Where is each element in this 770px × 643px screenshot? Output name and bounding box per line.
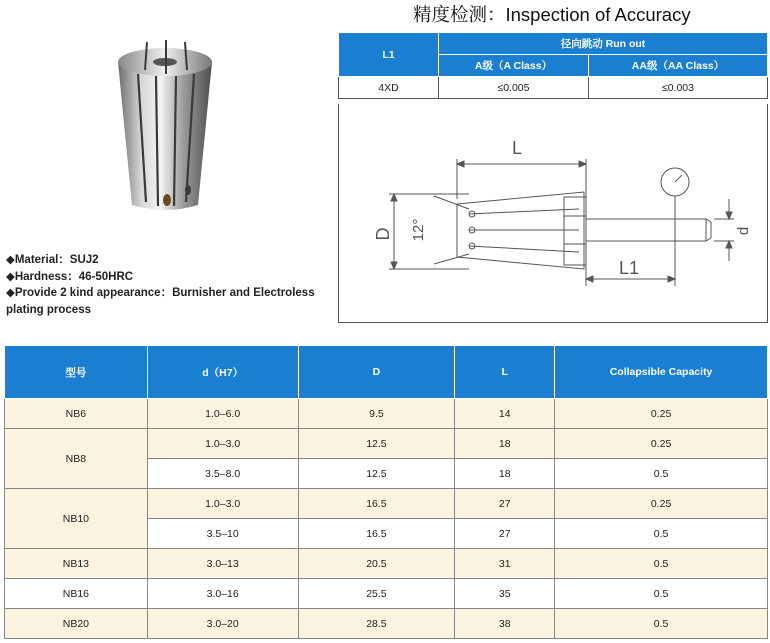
cell-capacity: 0.5 — [555, 579, 768, 609]
accuracy-a-value: ≤0.005 — [439, 77, 589, 99]
accuracy-row — [339, 77, 768, 99]
dim-angle-label: 12° — [410, 218, 427, 242]
cell-D: 9.5 — [298, 399, 455, 429]
table-row — [5, 609, 768, 639]
inspection-drawing — [339, 104, 769, 323]
table-row — [5, 399, 768, 429]
cell-L: 27 — [455, 519, 555, 549]
spec-table-header — [5, 346, 768, 399]
cell-model: NB13 — [5, 549, 148, 579]
accuracy-title: 精度检测：Inspection of Accuracy — [413, 4, 691, 25]
cell-L: 27 — [455, 489, 555, 519]
cell-d: 1.0–3.0 — [147, 429, 298, 459]
inspection-diagram — [338, 104, 768, 323]
cell-D: 16.5 — [298, 489, 455, 519]
cell-d: 1.0–6.0 — [147, 399, 298, 429]
cell-capacity: 0.5 — [555, 549, 768, 579]
cell-L: 18 — [455, 429, 555, 459]
cell-capacity: 0.25 — [555, 429, 768, 459]
cell-capacity: 0.5 — [555, 519, 768, 549]
cell-d: 3.5–8.0 — [147, 459, 298, 489]
cell-capacity: 0.5 — [555, 459, 768, 489]
cell-model: NB20 — [5, 609, 148, 639]
cell-D: 12.5 — [298, 429, 455, 459]
cell-L: 14 — [455, 399, 555, 429]
table-row — [5, 489, 768, 519]
cell-d: 3.0–20 — [147, 609, 298, 639]
spec-appearance: ◆Provide 2 kind appearance：Burnisher and Electroless plating process — [6, 287, 315, 316]
cell-L: 18 — [455, 459, 555, 489]
cell-L: 31 — [455, 549, 555, 579]
accuracy-header-a-class: A级（A Class） — [439, 55, 589, 77]
cell-D: 20.5 — [298, 549, 455, 579]
collet-product-image — [110, 40, 220, 215]
dim-D-label: D — [373, 227, 393, 241]
cell-D: 16.5 — [298, 519, 455, 549]
col-L: L — [455, 346, 555, 399]
col-D: D — [298, 346, 455, 399]
cell-d: 3.0–16 — [147, 579, 298, 609]
cell-D: 25.5 — [298, 579, 455, 609]
cell-d: 1.0–3.0 — [147, 489, 298, 519]
spec-hardness: ◆Hardness：46-50HRC — [6, 270, 134, 283]
accuracy-table — [338, 32, 768, 99]
cell-D: 12.5 — [298, 459, 455, 489]
dim-d-label: d — [735, 226, 752, 236]
cell-model: NB8 — [5, 429, 148, 489]
col-d-h7: d（H7） — [147, 346, 298, 399]
table-row — [5, 579, 768, 609]
spec-table — [4, 345, 768, 639]
cell-capacity: 0.25 — [555, 399, 768, 429]
dim-L1-label: L1 — [618, 258, 640, 278]
accuracy-header-l1: L1 — [339, 33, 439, 77]
cell-capacity: 0.25 — [555, 489, 768, 519]
cell-d: 3.5–10 — [147, 519, 298, 549]
cell-model: NB10 — [5, 489, 148, 549]
cell-model: NB16 — [5, 579, 148, 609]
table-row — [5, 549, 768, 579]
cell-L: 35 — [455, 579, 555, 609]
cell-model: NB6 — [5, 399, 148, 429]
spec-material: ◆Material：SUJ2 — [6, 254, 99, 266]
cell-D: 28.5 — [298, 609, 455, 639]
cell-d: 3.0–13 — [147, 549, 298, 579]
col-capacity: Collapsible Capacity — [555, 346, 768, 399]
cell-L: 38 — [455, 609, 555, 639]
table-row — [5, 429, 768, 459]
cell-capacity: 0.5 — [555, 609, 768, 639]
col-model: 型号 — [5, 346, 148, 399]
product-specs — [6, 252, 316, 318]
accuracy-header-aa-class: AA级（AA Class） — [588, 55, 767, 77]
accuracy-header-runout: 径向跳动 Run out — [439, 33, 768, 55]
accuracy-aa-value: ≤0.003 — [588, 77, 767, 99]
dim-L-label: L — [511, 138, 523, 158]
accuracy-l1-value: 4XD — [339, 77, 439, 99]
